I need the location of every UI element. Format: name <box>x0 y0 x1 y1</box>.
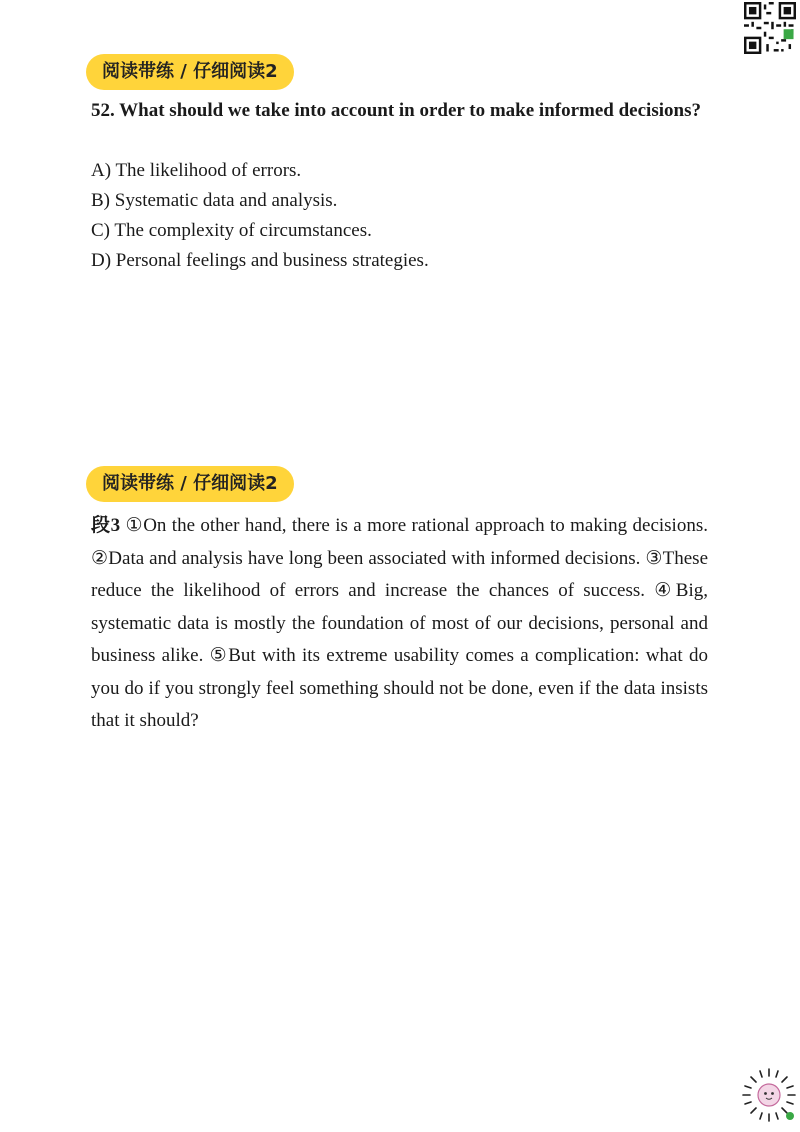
section-badge: 阅读带练 / 仔细阅读2 <box>86 466 294 502</box>
passage-paragraph <box>91 510 708 738</box>
option-c: C) The complexity of circumstances. <box>91 220 372 241</box>
option-a: A) The likelihood of errors. <box>91 160 302 181</box>
options-list <box>91 156 708 276</box>
section-badge: 阅读带练 / 仔细阅读2 <box>86 54 294 90</box>
paragraph-text: ①On the other hand, there is a more rational approach to making decisions. ②Data and analysis have long been associated with informed decisions. ③These reduce the likelihood of errors and increase the chances of success. ④Big, systematic data is mostly the foundation of most of our decisions, personal and business alike. ⑤But with its extreme usability comes a complication: what do you do if you strongly feel something should not be done, even if the data insists that it should? <box>91 515 708 731</box>
question-stem: 52. What should we take into account in order to make informed decisions? <box>91 100 701 121</box>
option-d: D) Personal feelings and business strategies. <box>91 250 429 271</box>
mini-program-code-icon <box>740 1066 798 1124</box>
paragraph-label: 段3 <box>91 515 121 536</box>
qr-code-icon <box>744 2 796 54</box>
option-b: B) Systematic data and analysis. <box>91 190 338 211</box>
